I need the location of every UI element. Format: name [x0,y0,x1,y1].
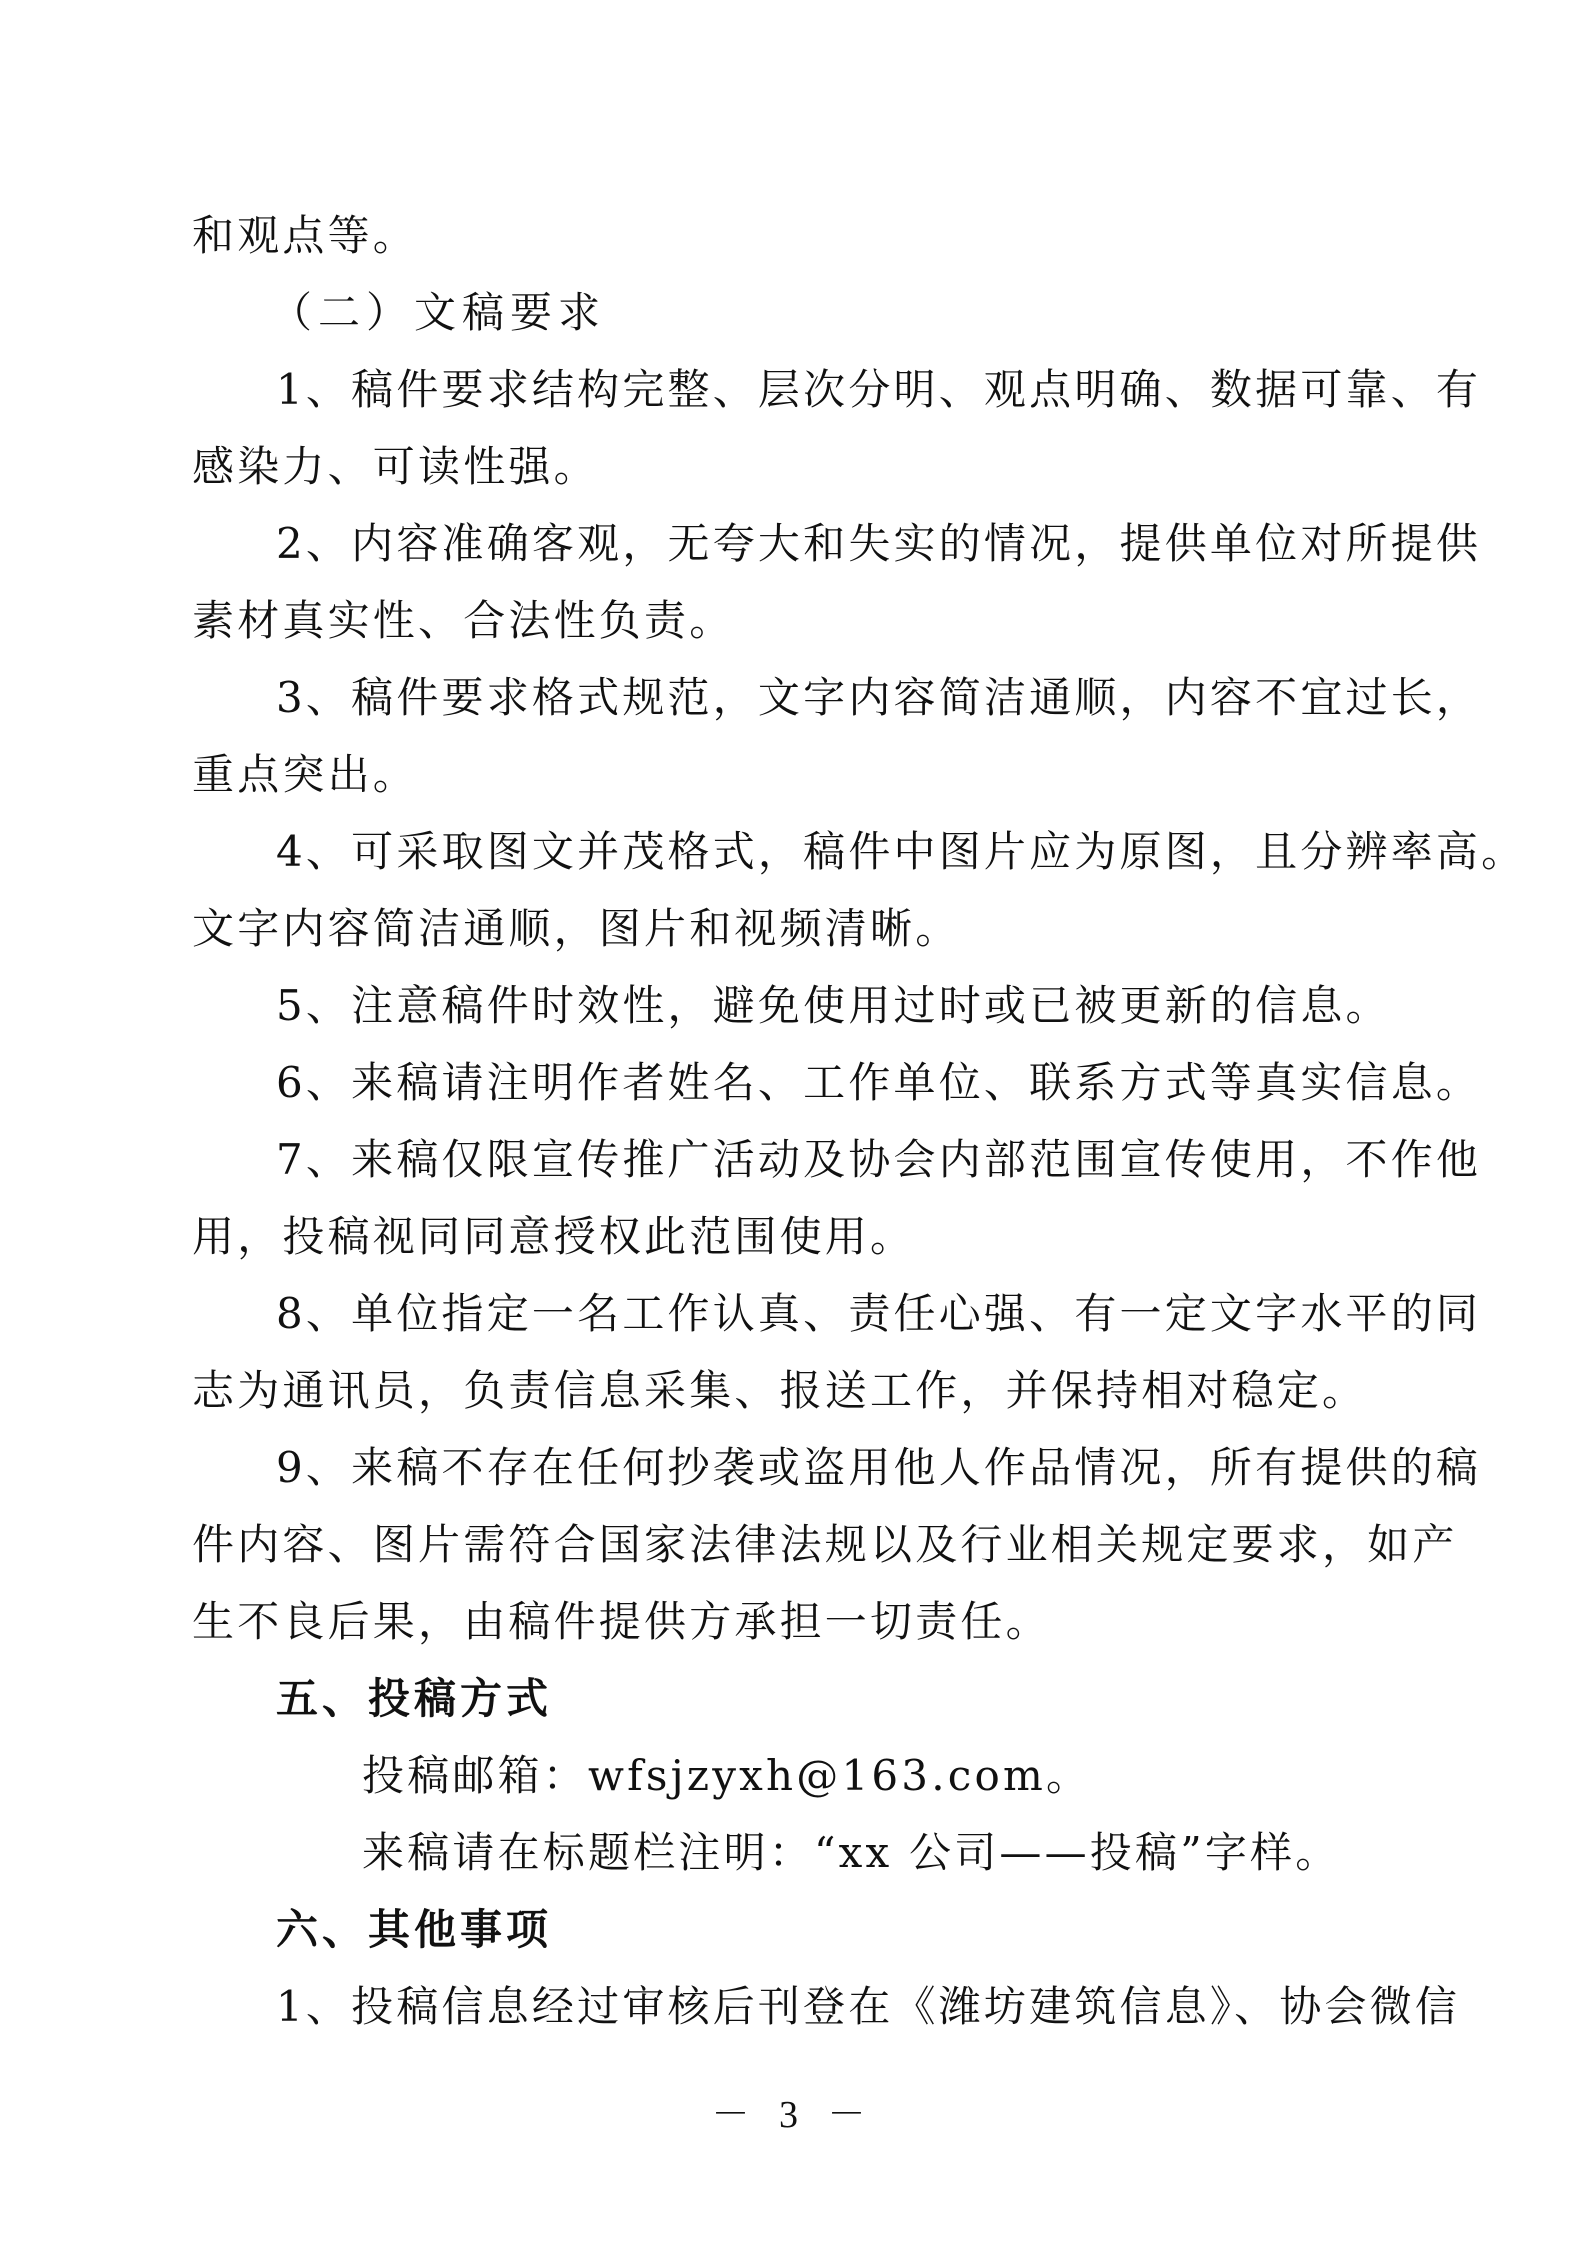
paragraph-line: 9、来稿不存在任何抄袭或盗用他人作品情况，所有提供的稿 [276,1443,1482,1492]
paragraph-line: 1、投稿信息经过审核后刊登在《潍坊建筑信息》、协会微信 [276,1982,1461,2031]
page-number: － 3 － [711,2094,876,2136]
section-heading-submission: 五、投稿方式 [276,1674,553,1723]
paragraph-line: 感染力、可读性强。 [192,442,599,491]
paragraph-line: 素材真实性、合法性负责。 [192,596,735,645]
paragraph-line: 志为通讯员，负责信息采集、报送工作，并保持相对稳定。 [192,1366,1368,1415]
paragraph-line: 件内容、图片需符合国家法律法规以及行业相关规定要求，如产 [192,1520,1458,1569]
paragraph-line: 4、可采取图文并茂格式，稿件中图片应为原图，且分辨率高。 [276,827,1527,876]
paragraph-line: 来稿请在标题栏注明：“xx 公司——投稿”字样。 [362,1828,1341,1877]
paragraph-line: 2、内容准确客观，无夸大和失实的情况，提供单位对所提供 [276,519,1482,568]
paragraph-line: 7、来稿仅限宣传推广活动及协会内部范围宣传使用，不作他 [276,1135,1482,1184]
paragraph-line: 文字内容简洁通顺，图片和视频清晰。 [192,904,961,953]
paragraph-line: 生不良后果，由稿件提供方承担一切责任。 [192,1597,1051,1646]
paragraph-line: 6、来稿请注明作者姓名、工作单位、联系方式等真实信息。 [276,1058,1482,1107]
paragraph-line: 5、注意稿件时效性，避免使用过时或已被更新的信息。 [276,981,1391,1030]
paragraph-line: 重点突出。 [192,750,419,799]
paragraph-line: 3、稿件要求格式规范，文字内容简洁通顺，内容不宜过长， [276,673,1482,722]
paragraph-line: 1、稿件要求结构完整、层次分明、观点明确、数据可靠、有 [276,365,1482,414]
paragraph-line: 和观点等。 [192,211,419,260]
submission-email: 投稿邮箱：wfsjzyxh@163.com。 [362,1751,1092,1800]
section-heading-other: 六、其他事项 [276,1905,553,1954]
paragraph-line: 用，投稿视同同意授权此范围使用。 [192,1212,916,1261]
section-subheading: （二）文稿要求 [270,288,607,337]
paragraph-line: 8、单位指定一名工作认真、责任心强、有一定文字水平的同 [276,1289,1482,1338]
